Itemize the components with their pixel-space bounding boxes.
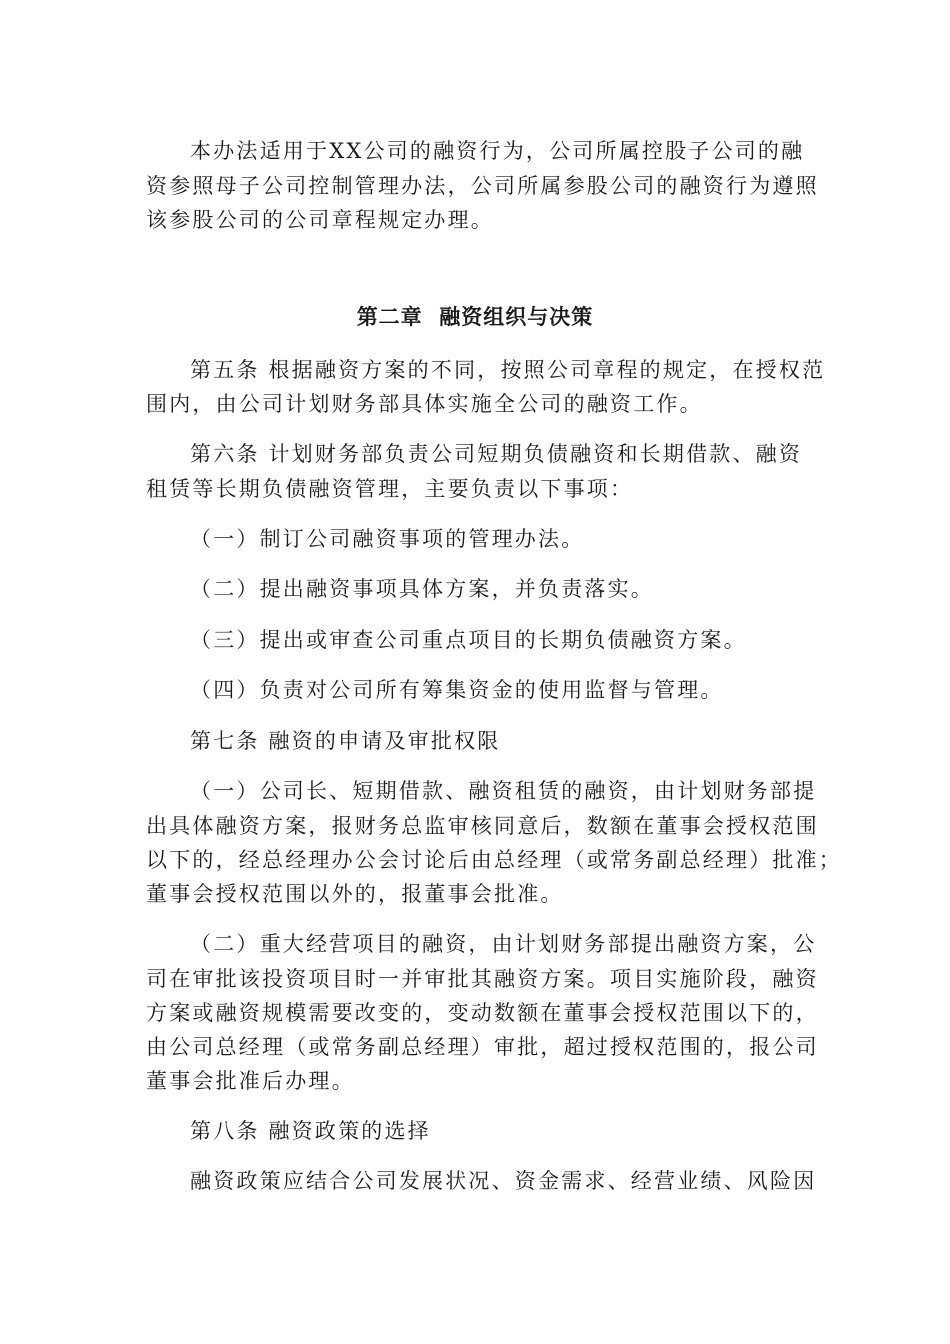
article-5-line-1: 第五条 根据融资方案的不同，按照公司章程的规定，在授权范 (190, 358, 826, 382)
article-7-item-2-line-4: 由公司总经理（或常务副总经理）审批，超过授权范围的，报公司 (146, 1035, 819, 1059)
article-6-item-2: （二）提出融资事项具体方案，并负责落实。 (190, 577, 654, 601)
intro-line-2: 资参照母子公司控制管理办法，公司所属参股公司的融资行为遵照 (146, 174, 819, 198)
article-7-item-2-line-5: 董事会批准后办理。 (146, 1069, 355, 1093)
article-7-item-1-line-2: 出具体融资方案，报财务总监审核同意后，数额在董事会授权范围 (146, 814, 819, 838)
article-7-title: 第七条 融资的申请及审批权限 (190, 729, 501, 753)
article-8-title: 第八条 融资政策的选择 (190, 1119, 431, 1143)
article-7-item-2-line-2: 司在审批该投资项目时一并审批其融资方案。项目实施阶段，融资 (146, 967, 819, 991)
article-7-item-1-line-4: 董事会授权范围以外的，报董事会批准。 (146, 882, 564, 906)
article-7-item-2-line-1: （二）重大经营项目的融资，由计划财务部提出融资方案，公 (190, 932, 817, 956)
intro-line-1: 本办法适用于XX公司的融资行为，公司所属控股子公司的融 (190, 139, 805, 163)
article-5-line-2: 围内，由公司计划财务部具体实施全公司的融资工作。 (146, 392, 703, 416)
article-6-item-3: （三）提出或审查公司重点项目的长期负债融资方案。 (190, 628, 747, 652)
article-7-item-1-line-3: 以下的，经总经理办公会讨论后由总经理（或常务副总经理）批准； (146, 848, 842, 872)
intro-line-3: 该参股公司的公司章程规定办理。 (146, 208, 494, 232)
chapter-title: 第二章 融资组织与决策 (356, 305, 594, 329)
article-6-line-2: 租赁等长期负债融资管理，主要负责以下事项： (146, 477, 634, 501)
article-6-item-1: （一）制订公司融资事项的管理办法。 (190, 527, 585, 551)
article-7-item-1-line-1: （一）公司长、短期借款、融资租赁的融资，由计划财务部提 (190, 779, 817, 803)
article-7-item-2-line-3: 方案或融资规模需要改变的，变动数额在董事会授权范围以下的， (146, 1001, 819, 1025)
article-6-item-4: （四）负责对公司所有筹集资金的使用监督与管理。 (190, 678, 724, 702)
article-6-line-1: 第六条 计划财务部负责公司短期负债融资和长期借款、融资 (190, 442, 803, 466)
article-8-body-line-1: 融资政策应结合公司发展状况、资金需求、经营业绩、风险因 (190, 1169, 817, 1193)
